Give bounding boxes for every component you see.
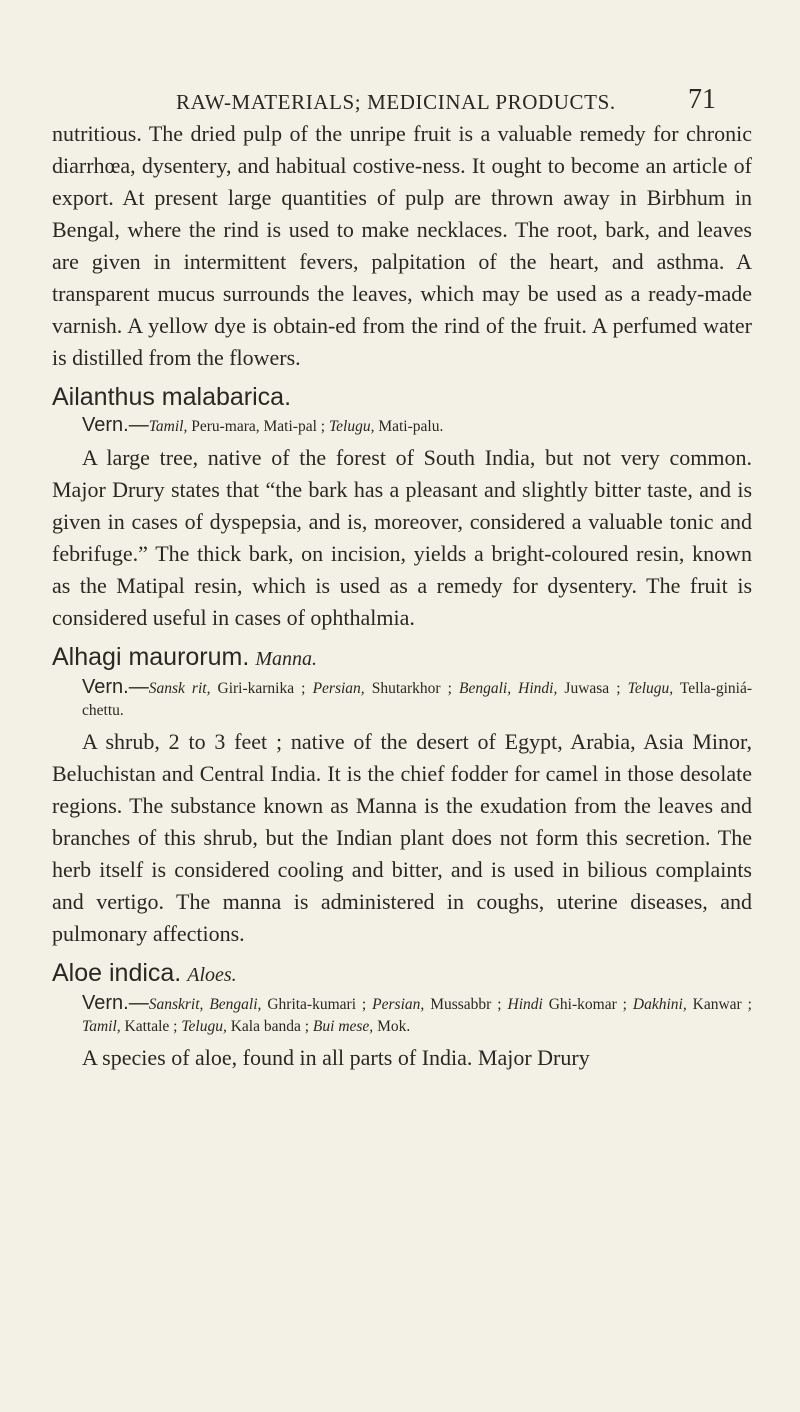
running-head <box>0 82 800 118</box>
entry-heading <box>52 640 752 676</box>
vern-language: Tamil, <box>148 418 188 435</box>
vern-name: Tella-giniá-chettu. <box>82 680 752 719</box>
vern-language: Tamil, <box>82 1018 121 1035</box>
vern-name: Shutarkhor ; <box>364 680 460 697</box>
vern-name: Mok. <box>373 1018 411 1035</box>
botanical-name: Alhagi maurorum. <box>52 643 250 671</box>
vern-language: Sansk rit, <box>148 680 211 697</box>
page-number: 71 <box>688 84 716 115</box>
entry-heading <box>52 380 752 414</box>
vern-name: Kanwar ; <box>686 996 752 1013</box>
vern-language: Telugu, <box>627 680 674 697</box>
vern-name: Giri-karnika ; <box>210 680 313 697</box>
vernacular-names <box>52 676 752 722</box>
vern-label: Vern.— <box>82 676 149 698</box>
vern-language: Persian, <box>372 996 425 1013</box>
entry-heading <box>52 956 752 992</box>
vern-label: Vern.— <box>82 414 149 436</box>
vern-name: Mati-palu. <box>374 418 444 435</box>
botanical-name: Aloe indica. <box>52 959 182 987</box>
vern-language: Sanskrit, Bengali, <box>148 996 262 1013</box>
entry-aloe <box>52 956 752 1074</box>
vernacular-names <box>52 414 752 438</box>
vern-label: Vern.— <box>82 992 149 1014</box>
vern-name: Mussabbr ; <box>424 996 508 1013</box>
entry-text: A species of aloe, found in all parts of India. Major Drury <box>82 1045 590 1070</box>
vern-language: Telugu, <box>181 1018 227 1035</box>
vern-name: Peru-mara, Mati-pal ; <box>187 418 329 435</box>
page-body <box>52 118 752 1074</box>
entry-alhagi <box>52 640 752 950</box>
entry-ailanthus <box>52 380 752 634</box>
entry-text: A large tree, native of the forest of South India, but not very common. Major Drury states that “the bark has a pleasant and slightly bitter taste, and is given in cases of dyspepsia, and is, moreover, considered a valuable tonic and febrifuge.” The thick bark, on incision, yields a bright-coloured resin, known as the Matipal resin, which is used as a remedy for dysentery. The fruit is considered useful in cases of ophthalmia. <box>52 445 752 630</box>
vern-name: Kattale ; <box>120 1018 182 1035</box>
running-title: RAW-MATERIALS; MEDICINAL PRODUCTS. <box>176 90 616 114</box>
vern-language: Bui mese, <box>312 1018 374 1035</box>
intro-paragraph: nutritious. The dried pulp of the unripe fruit is a valuable remedy for chronic diarrhœa, dysentery, and habitual costive-ness. It ought to become an article of export. At present large quantities of pulp are thrown away in Birbhum in Bengal, where the rind is used to make necklaces. The root, bark, and leaves are given in intermittent fevers, palpitation of the heart, and asthma. A transparent mucus surrounds the leaves, which may be used as a ready-made varnish. A yellow dye is obtain-ed from the rind of the fruit. A perfumed water is distilled from the flowers. <box>52 121 752 370</box>
common-name: Manna. <box>255 648 317 670</box>
entry-text: A shrub, 2 to 3 feet ; native of the desert of Egypt, Arabia, Asia Minor, Beluchistan and Central India. It is the chief fodder for camel in those desolate regions. The substance known as Manna is the exudation from the leaves and branches of this shrub, but the Indian plant does not form this secretion. The herb itself is considered cooling and bitter, and is used in bilious complaints and vertigo. The manna is administered in coughs, uterine diseases, and pulmonary affections. <box>52 729 752 946</box>
botanical-name: Ailanthus malabarica. <box>52 383 292 411</box>
vern-language: Persian, <box>312 680 365 697</box>
vernacular-names <box>52 992 752 1038</box>
vern-name: Ghrita-kumari ; <box>261 996 373 1013</box>
vern-name: Kala banda ; <box>226 1018 313 1035</box>
vern-language: Bengali, Hindi, <box>459 680 558 697</box>
vern-language: Telugu, <box>328 418 375 435</box>
vern-language: Hindi <box>507 996 543 1013</box>
vern-name: Juwasa ; <box>557 680 628 697</box>
common-name: Aloes. <box>187 964 237 986</box>
vern-name: Ghi-komar ; <box>542 996 633 1013</box>
vern-language: Dakhini, <box>632 996 687 1013</box>
